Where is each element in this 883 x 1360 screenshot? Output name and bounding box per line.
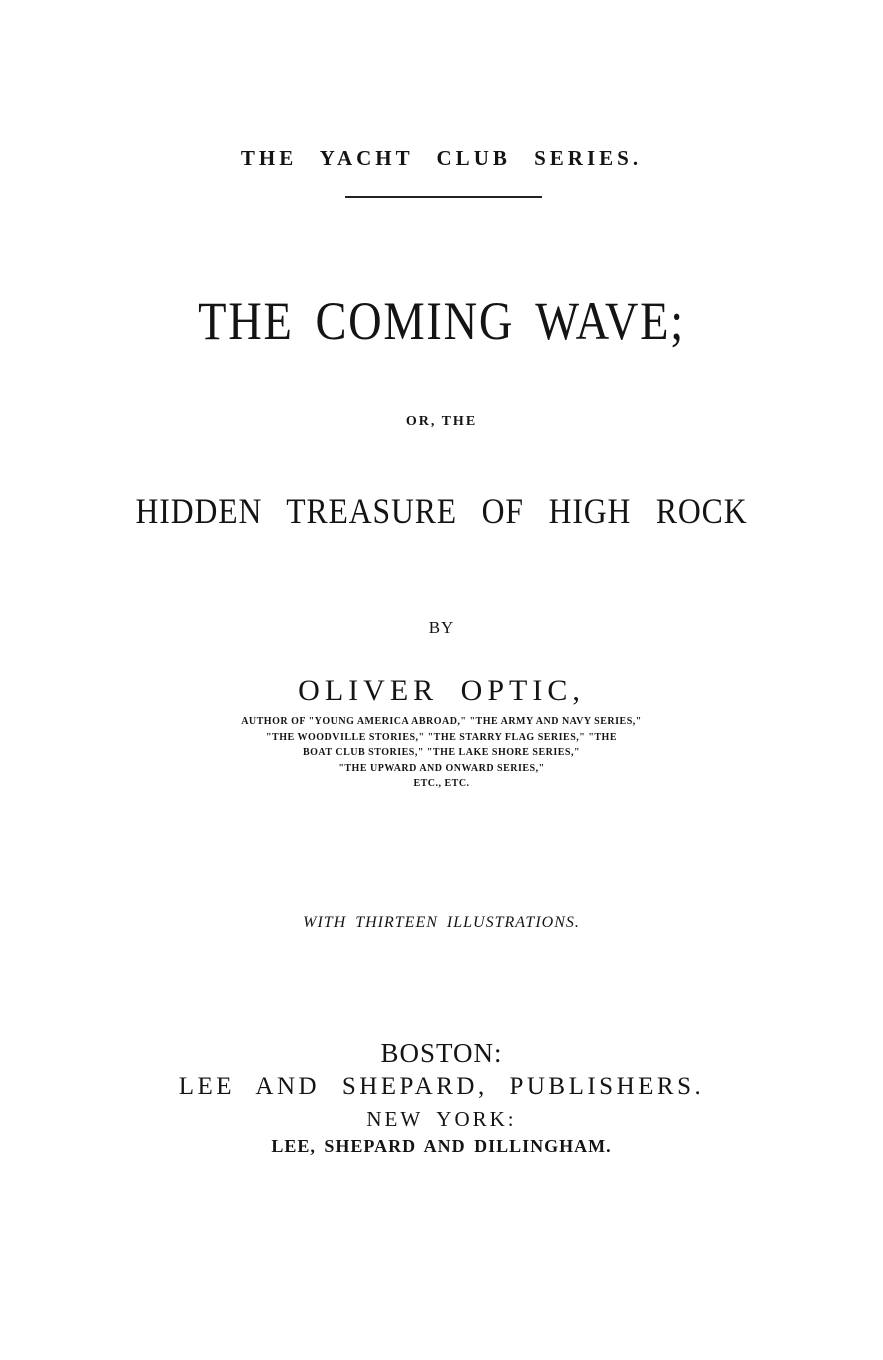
- title-connector: OR, THE: [405, 414, 478, 429]
- book-subtitle: HIDDEN TREASURE OF HIGH ROCK: [135, 491, 748, 531]
- credits-line: "THE WOODVILLE STORIES," "THE STARRY FLAG SERIES," "THE: [265, 731, 617, 743]
- illustrations-note: WITH THIRTEEN ILLUSTRATIONS.: [303, 914, 580, 931]
- imprint-publisher-secondary: LEE, SHEPARD AND DILLINGHAM.: [271, 1136, 612, 1156]
- imprint-city: BOSTON:: [380, 1038, 503, 1068]
- author-name: OLIVER OPTIC,: [298, 674, 585, 707]
- book-title: THE COMING WAVE;: [198, 291, 685, 351]
- credits-line: BOAT CLUB STORIES," "THE LAKE SHORE SERIES,": [302, 747, 581, 758]
- credits-line: "THE UPWARD AND ONWARD SERIES,": [338, 762, 545, 774]
- imprint-city-secondary: NEW YORK:: [366, 1107, 517, 1131]
- author-credits: [0, 714, 883, 792]
- series-heading: THE YACHT CLUB SERIES.: [240, 146, 643, 170]
- imprint-publisher: LEE AND SHEPARD, PUBLISHERS.: [178, 1073, 705, 1100]
- by-label: BY: [428, 618, 455, 637]
- divider-rule: [345, 196, 542, 198]
- credits-line: AUTHOR OF "YOUNG AMERICA ABROAD," "THE ARMY AND NAVY SERIES,": [241, 716, 642, 727]
- credits-line: ETC., ETC.: [413, 778, 470, 789]
